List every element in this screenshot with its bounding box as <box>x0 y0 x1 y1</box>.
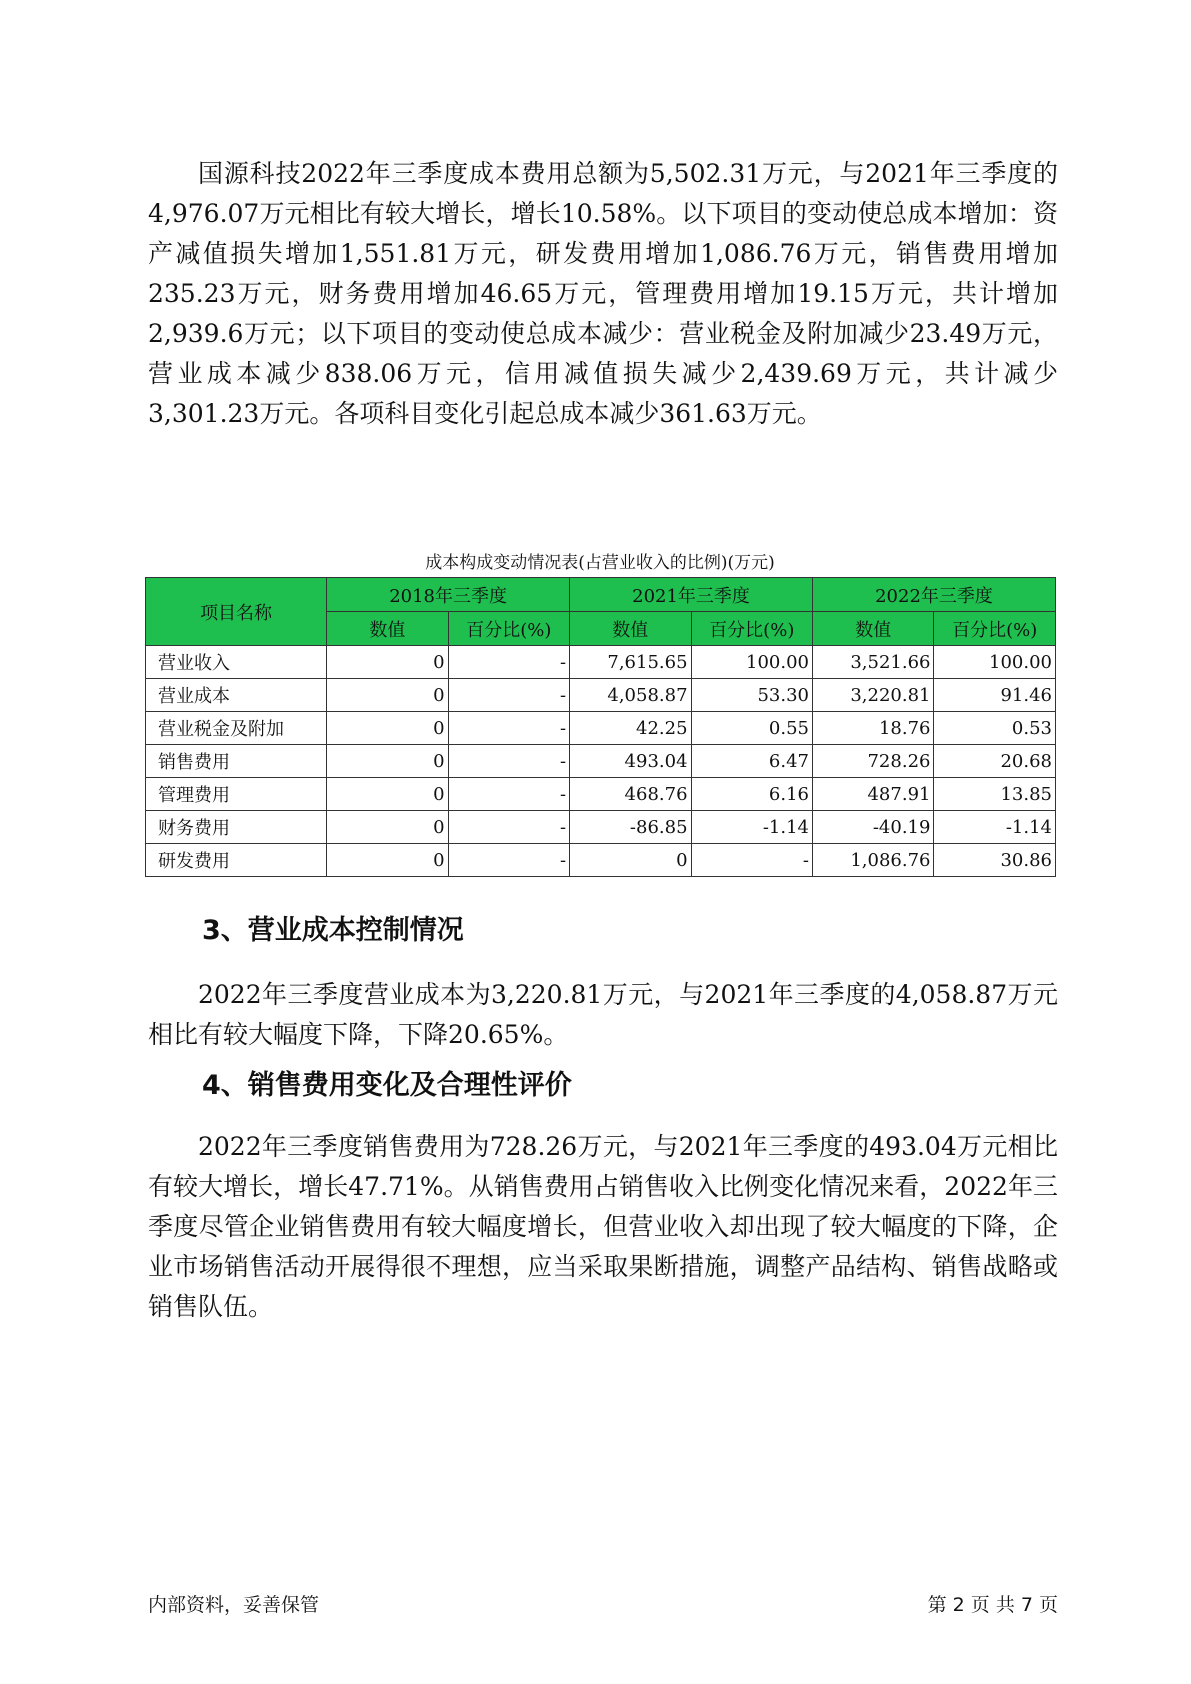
table-cell: 3,521.66 <box>813 646 934 679</box>
table-cell: 6.16 <box>691 778 812 811</box>
subheader-percent: 百分比(%) <box>934 612 1056 646</box>
header-item-name: 项目名称 <box>146 578 327 646</box>
table-cell: 91.46 <box>934 679 1056 712</box>
row-item-name: 管理费用 <box>146 778 327 811</box>
table-cell: - <box>448 811 569 844</box>
table-cell: -86.85 <box>570 811 691 844</box>
table-cell: - <box>448 712 569 745</box>
table-cell: 0 <box>327 712 448 745</box>
table-cell: 0 <box>327 646 448 679</box>
table-cell: 0 <box>327 778 448 811</box>
table-cell: 3,220.81 <box>813 679 934 712</box>
table-cell: 0 <box>327 679 448 712</box>
subheader-value: 数值 <box>570 612 691 646</box>
row-item-name: 营业税金及附加 <box>146 712 327 745</box>
row-item-name: 营业收入 <box>146 646 327 679</box>
row-item-name: 研发费用 <box>146 844 327 877</box>
subheader-percent: 百分比(%) <box>448 612 569 646</box>
table-cell: 0 <box>327 745 448 778</box>
table-cell: 18.76 <box>813 712 934 745</box>
row-item-name: 财务费用 <box>146 811 327 844</box>
table-cell: 53.30 <box>691 679 812 712</box>
table-row <box>146 844 1056 877</box>
table-row <box>146 778 1056 811</box>
footer-page-number: 第 2 页 共 7 页 <box>927 1594 1058 1616</box>
section-heading-sales-expense: 4、销售费用变化及合理性评价 <box>202 1070 572 1101</box>
paragraph-operating-cost: 2022年三季度营业成本为3,220.81万元，与2021年三季度的4,058.87万元相比有较大幅度下降，下降20.65%。 <box>148 980 1058 1049</box>
cost-structure-table <box>145 577 1056 877</box>
table-body <box>146 646 1056 877</box>
table-row <box>146 646 1056 679</box>
header-period-2022: 2022年三季度 <box>813 578 1056 612</box>
table-cell: - <box>691 844 812 877</box>
table-cell: 487.91 <box>813 778 934 811</box>
table-cell: 468.76 <box>570 778 691 811</box>
table-cell: 0 <box>327 844 448 877</box>
row-item-name: 销售费用 <box>146 745 327 778</box>
table-cell: 100.00 <box>691 646 812 679</box>
row-item-name: 营业成本 <box>146 679 327 712</box>
paragraph-sales-expense: 2022年三季度销售费用为728.26万元，与2021年三季度的493.04万元相比有较大增长，增长47.71%。从销售费用占销售收入比例变化情况来看，2022年三季度尽管企业销售费用有较大幅度增长，但营业收入却出现了较大幅度的下降，企业市场销售活动开展得很不理想，应当采取果断措施，调整产品结构、销售战略或销售队伍。 <box>148 1132 1058 1321</box>
table-cell: 6.47 <box>691 745 812 778</box>
table-row <box>146 811 1056 844</box>
table-cell: 1,086.76 <box>813 844 934 877</box>
table-cell: 0.53 <box>934 712 1056 745</box>
subheader-value: 数值 <box>327 612 448 646</box>
table-row <box>146 712 1056 745</box>
subheader-value: 数值 <box>813 612 934 646</box>
footer-confidential-note: 内部资料，妥善保管 <box>148 1594 320 1616</box>
table-cell: -1.14 <box>691 811 812 844</box>
table-cell: - <box>448 778 569 811</box>
table-row <box>146 679 1056 712</box>
table-cell: -1.14 <box>934 811 1056 844</box>
table-cell: 100.00 <box>934 646 1056 679</box>
table-header-row <box>146 578 1056 612</box>
table-row <box>146 745 1056 778</box>
header-period-2021: 2021年三季度 <box>570 578 813 612</box>
table-cell: 0 <box>570 844 691 877</box>
header-period-2018: 2018年三季度 <box>327 578 570 612</box>
table-cell: - <box>448 646 569 679</box>
table-cell: - <box>448 679 569 712</box>
table-cell: 728.26 <box>813 745 934 778</box>
table-cell: - <box>448 745 569 778</box>
table-cell: - <box>448 844 569 877</box>
table-cell: -40.19 <box>813 811 934 844</box>
subheader-percent: 百分比(%) <box>691 612 812 646</box>
paragraph-cost-summary: 国源科技2022年三季度成本费用总额为5,502.31万元，与2021年三季度的4,976.07万元相比有较大增长，增长10.58%。以下项目的变动使总成本增加：资产减值损失增加1,551.81万元，研发费用增加1,086.76万元，销售费用增加235.23万元，财务费用增加46.65万元，管理费用增加19.15万元，共计增加2,939.6万元；以下项目的变动使总成本减少：营业税金及附加减少23.49万元，营业成本减少838.06万元，信用减值损失减少2,439.69万元，共计减少3,301.23万元。各项科目变化引起总成本减少361.63万元。 <box>148 159 1058 428</box>
table-cell: 7,615.65 <box>570 646 691 679</box>
table-cell: 13.85 <box>934 778 1056 811</box>
table-cell: 20.68 <box>934 745 1056 778</box>
table-cell: 493.04 <box>570 745 691 778</box>
section-heading-operating-cost: 3、营业成本控制情况 <box>202 915 464 946</box>
table-cell: 4,058.87 <box>570 679 691 712</box>
table-cell: 30.86 <box>934 844 1056 877</box>
table-caption: 成本构成变动情况表(占营业收入的比例)(万元) <box>425 553 775 573</box>
table-cell: 42.25 <box>570 712 691 745</box>
table-cell: 0 <box>327 811 448 844</box>
table-cell: 0.55 <box>691 712 812 745</box>
